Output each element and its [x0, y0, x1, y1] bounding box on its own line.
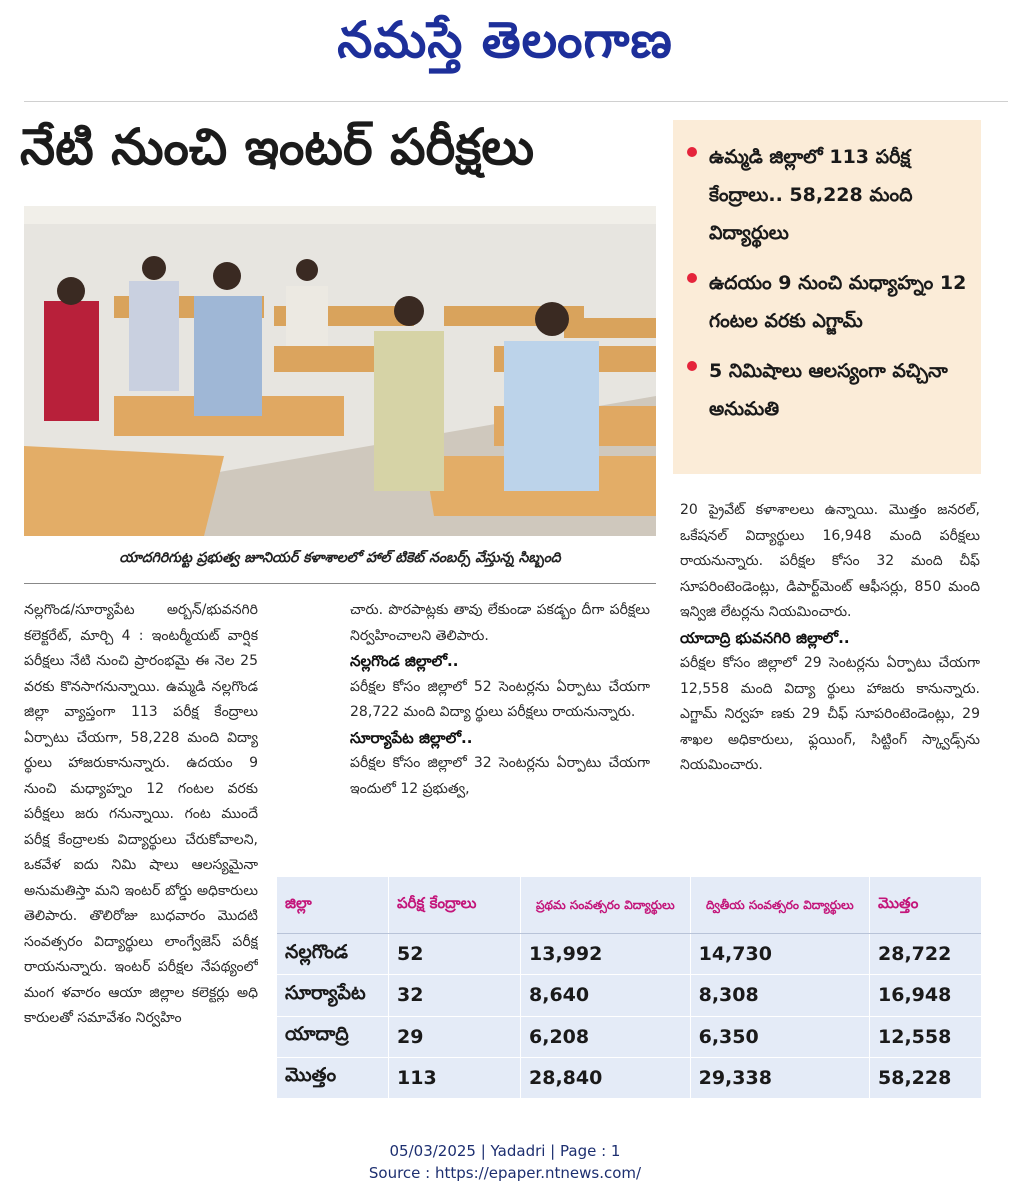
footer-source-link[interactable]: Source : https://epaper.ntnews.com/: [368, 1164, 642, 1182]
highlight-text: ఉమ్మడి జిల్లాలో 113 పరీక్ష కేంద్రాలు.. 58,228 మంది విద్యార్థులు: [709, 146, 913, 244]
cell-first-year: 6,208: [521, 1016, 691, 1057]
bullet-icon: [687, 147, 697, 157]
highlight-text: ఉదయం 9 నుంచి మధ్యాహ్నం 12 గంటల వరకు ఎగ్జామ్: [709, 272, 967, 332]
news-photo: [24, 206, 656, 536]
photo-caption: యాదగిరిగుట్ట ప్రభుత్వ జూనియర్ కళాశాలలో హాల్ టికెట్ నంబర్స్ వేస్తున్న సిబ్బంది: [119, 549, 561, 566]
subheading-yadadri: యాదాద్రి భువనగిరి జిల్లాలో..: [680, 628, 850, 647]
cell-second-year: 8,308: [690, 975, 869, 1016]
header-second-year: ద్వితీయ సంవత్సరం విద్యార్థులు: [690, 877, 869, 934]
cell-total: 12,558: [870, 1016, 982, 1057]
table-row: [277, 934, 981, 975]
header-first-year: ప్రథమ సంవత్సరం విద్యార్థులు: [521, 877, 691, 934]
header-total: మొత్తం: [870, 877, 982, 934]
article-paragraph: 20 ప్రైవేట్ కళాశాలలు ఉన్నాయి. మొత్తం జనరల్, ఒకేషనల్ విద్యార్థులు 16,948 మంది పరీక్షలు రాయనున్నారు. పరీక్షల కోసం 32 మంది చీఫ్ సూపరింటెండెంట్లు, డిపార్ట్‌మెంట్ ఆఫీసర్లు, 850 మంది ఇన్విజి లేటర్లను నియమించారు.: [680, 502, 980, 620]
article-paragraph: చారు. పొరపాట్లకు తావు లేకుండా పకడ్బం దీగా పరీక్షలు నిర్వహించాలని తెలిపారు.: [350, 602, 650, 644]
cell-second-year: 29,338: [690, 1057, 869, 1098]
article-paragraph: నల్లగొండ/సూర్యాపేట అర్బన్/భువనగిరి కలెక్టరేట్, మార్చి 4 : ఇంటర్మీయట్ వార్షిక పరీక్షలు నేటి నుంచి ప్రారంభమై ఈ నెల 25 వరకు కొనసాగనున్నాయి. ఉమ్మడి నల్లగొండ జిల్లా వ్యాప్తంగా 113 పరీక్ష కేంద్రాలు ఏర్పాటు చేయగా, 58,228 మంది విద్యా ర్థులు హాజరుకానున్నారు. ఉదయం 9 నుంచి మధ్యాహ్నం 12 గంటల వరకు పరీక్షలు జరు గనున్నాయి. గంట ముందే పరీక్ష కేంద్రాలకు విద్యార్థులు చేరుకోవాలని, ఒకవేళ ఐదు నిమి షాలు ఆలస్యమైనా అనుమతిస్తా మని ఇంటర్ బోర్డు అధికారులు తెలిపారు. తొలిరోజు బుధవారం మొదటి సంవత్సరం విద్యార్థులు లాంగ్వేజెస్ పరీక్ష రాయనున్నారు. ఇంటర్ పరీక్షల నేపథ్యంలో మంగ ళవారం ఆయా జిల్లాల కలెక్టర్లు అధి కారులతో సమావేశం నిర్వహిం: [24, 602, 258, 1026]
article-paragraph: పరీక్షల కోసం జిల్లాలో 29 సెంటర్లను ఏర్పాటు చేయగా 12,558 మంది విద్యా ర్థులు హాజరు కానున్నారు. ఎగ్జామ్ నిర్వహ ణకు 29 చీఫ్ సూపరింటెండెంట్లు, 29 శాఖల అధికారులు, ఫ్లయింగ్, సిట్టింగ్ స్క్వాడ్స్‌ను నియమించారు.: [680, 655, 980, 773]
cell-first-year: 13,992: [521, 934, 691, 975]
article-paragraph: పరీక్షల కోసం జిల్లాలో 52 సెంటర్లను ఏర్పాటు చేయగా 28,722 మంది విద్యా ర్థులు పరీక్షలు రాయనున్నారు.: [350, 678, 650, 720]
cell-centers: 29: [389, 1016, 521, 1057]
page-footer: [0, 1140, 1010, 1184]
table-header-row: [277, 877, 981, 934]
cell-second-year: 6,350: [690, 1016, 869, 1057]
article-headline: నేటి నుంచి ఇంటర్ పరీక్షలు: [20, 118, 535, 176]
cell-district: నల్లగొండ: [277, 934, 389, 975]
masthead-divider: [24, 101, 1008, 102]
cell-second-year: 14,730: [690, 934, 869, 975]
footer-date-edition: 05/03/2025 | Yadadri | Page : 1: [389, 1142, 621, 1160]
table-row: [277, 1016, 981, 1057]
table-row: [277, 975, 981, 1016]
highlight-item: [683, 264, 971, 340]
table-row: [277, 1057, 981, 1098]
cell-total: 58,228: [870, 1057, 982, 1098]
subheading-suryapet: సూర్యాపేట జిల్లాలో..: [350, 728, 473, 747]
caption-divider: [24, 583, 656, 584]
cell-total: 16,948: [870, 975, 982, 1016]
cell-centers: 52: [389, 934, 521, 975]
highlights-box: [673, 120, 981, 474]
cell-district: మొత్తం: [277, 1057, 389, 1098]
highlight-item: [683, 352, 971, 428]
cell-centers: 113: [389, 1057, 521, 1098]
cell-total: 28,722: [870, 934, 982, 975]
exam-statistics-table: [277, 877, 981, 1098]
masthead-title: నమస్తే తెలంగాణ: [337, 10, 673, 69]
bullet-icon: [687, 273, 697, 283]
masthead-logo: [0, 0, 1010, 92]
article-column-3: [680, 498, 980, 868]
subheading-nalgonda: నల్లగొండ జిల్లాలో..: [350, 652, 459, 670]
header-centers: పరీక్ష కేంద్రాలు: [389, 877, 521, 934]
cell-district: యాదాద్రి: [277, 1016, 389, 1057]
article-paragraph: పరీక్షల కోసం జిల్లాలో 32 సెంటర్లను ఏర్పాటు చేయగా ఇందులో 12 ప్రభుత్వ,: [350, 755, 650, 797]
cell-first-year: 28,840: [521, 1057, 691, 1098]
cell-district: సూర్యాపేట: [277, 975, 389, 1016]
cell-centers: 32: [389, 975, 521, 1016]
article-column-2: [350, 598, 650, 863]
cell-first-year: 8,640: [521, 975, 691, 1016]
highlight-text: 5 నిమిషాలు ఆలస్యంగా వచ్చినా అనుమతి: [709, 360, 948, 420]
header-district: జిల్లా: [277, 877, 389, 934]
bullet-icon: [687, 361, 697, 371]
highlight-item: [683, 138, 971, 252]
article-column-1: [24, 598, 258, 1098]
